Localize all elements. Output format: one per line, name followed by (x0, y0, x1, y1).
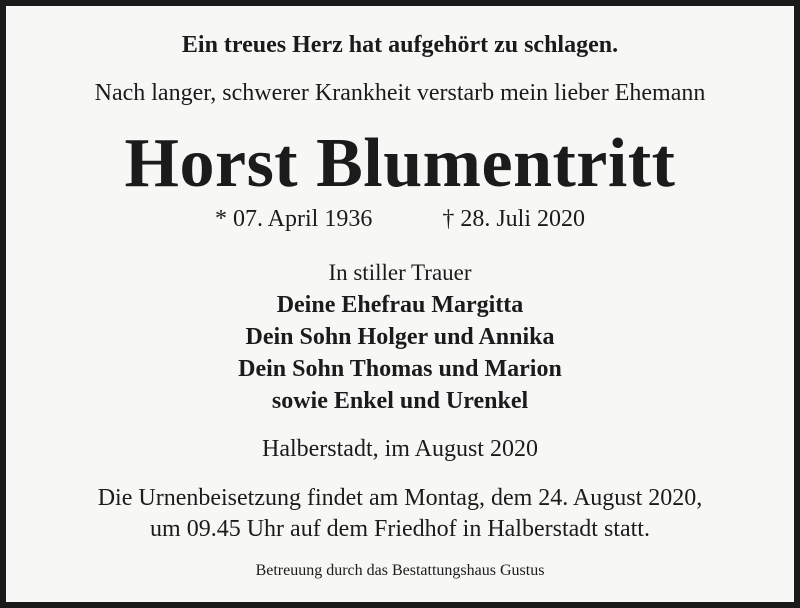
place-date: Halberstadt, im August 2020 (262, 436, 538, 462)
birth-date: * 07. April 1936 (214, 206, 373, 232)
deceased-name: Horst Blumentritt (124, 125, 676, 202)
intro-text: Nach langer, schwerer Krankheit verstarb mein lieber Ehemann (94, 80, 706, 106)
life-dates (6, 206, 794, 233)
family-member: sowie Enkel und Urenkel (271, 388, 529, 414)
family-member: Dein Sohn Holger und Annika (245, 324, 555, 350)
undertaker-credit: Betreuung durch das Bestattungshaus Gustus (255, 562, 545, 579)
headline: Ein treues Herz hat aufgehört zu schlagen. (181, 32, 619, 58)
death-date: † 28. Juli 2020 (442, 206, 586, 232)
family-member: Deine Ehefrau Margitta (276, 292, 524, 318)
funeral-info-line: um 09.45 Uhr auf dem Friedhof in Halberstadt statt. (150, 516, 650, 542)
funeral-info-line: Die Urnenbeisetzung findet am Montag, dem 24. August 2020, (97, 485, 703, 511)
mourning-text: In stiller Trauer (328, 260, 472, 285)
family-member: Dein Sohn Thomas und Marion (238, 356, 562, 382)
